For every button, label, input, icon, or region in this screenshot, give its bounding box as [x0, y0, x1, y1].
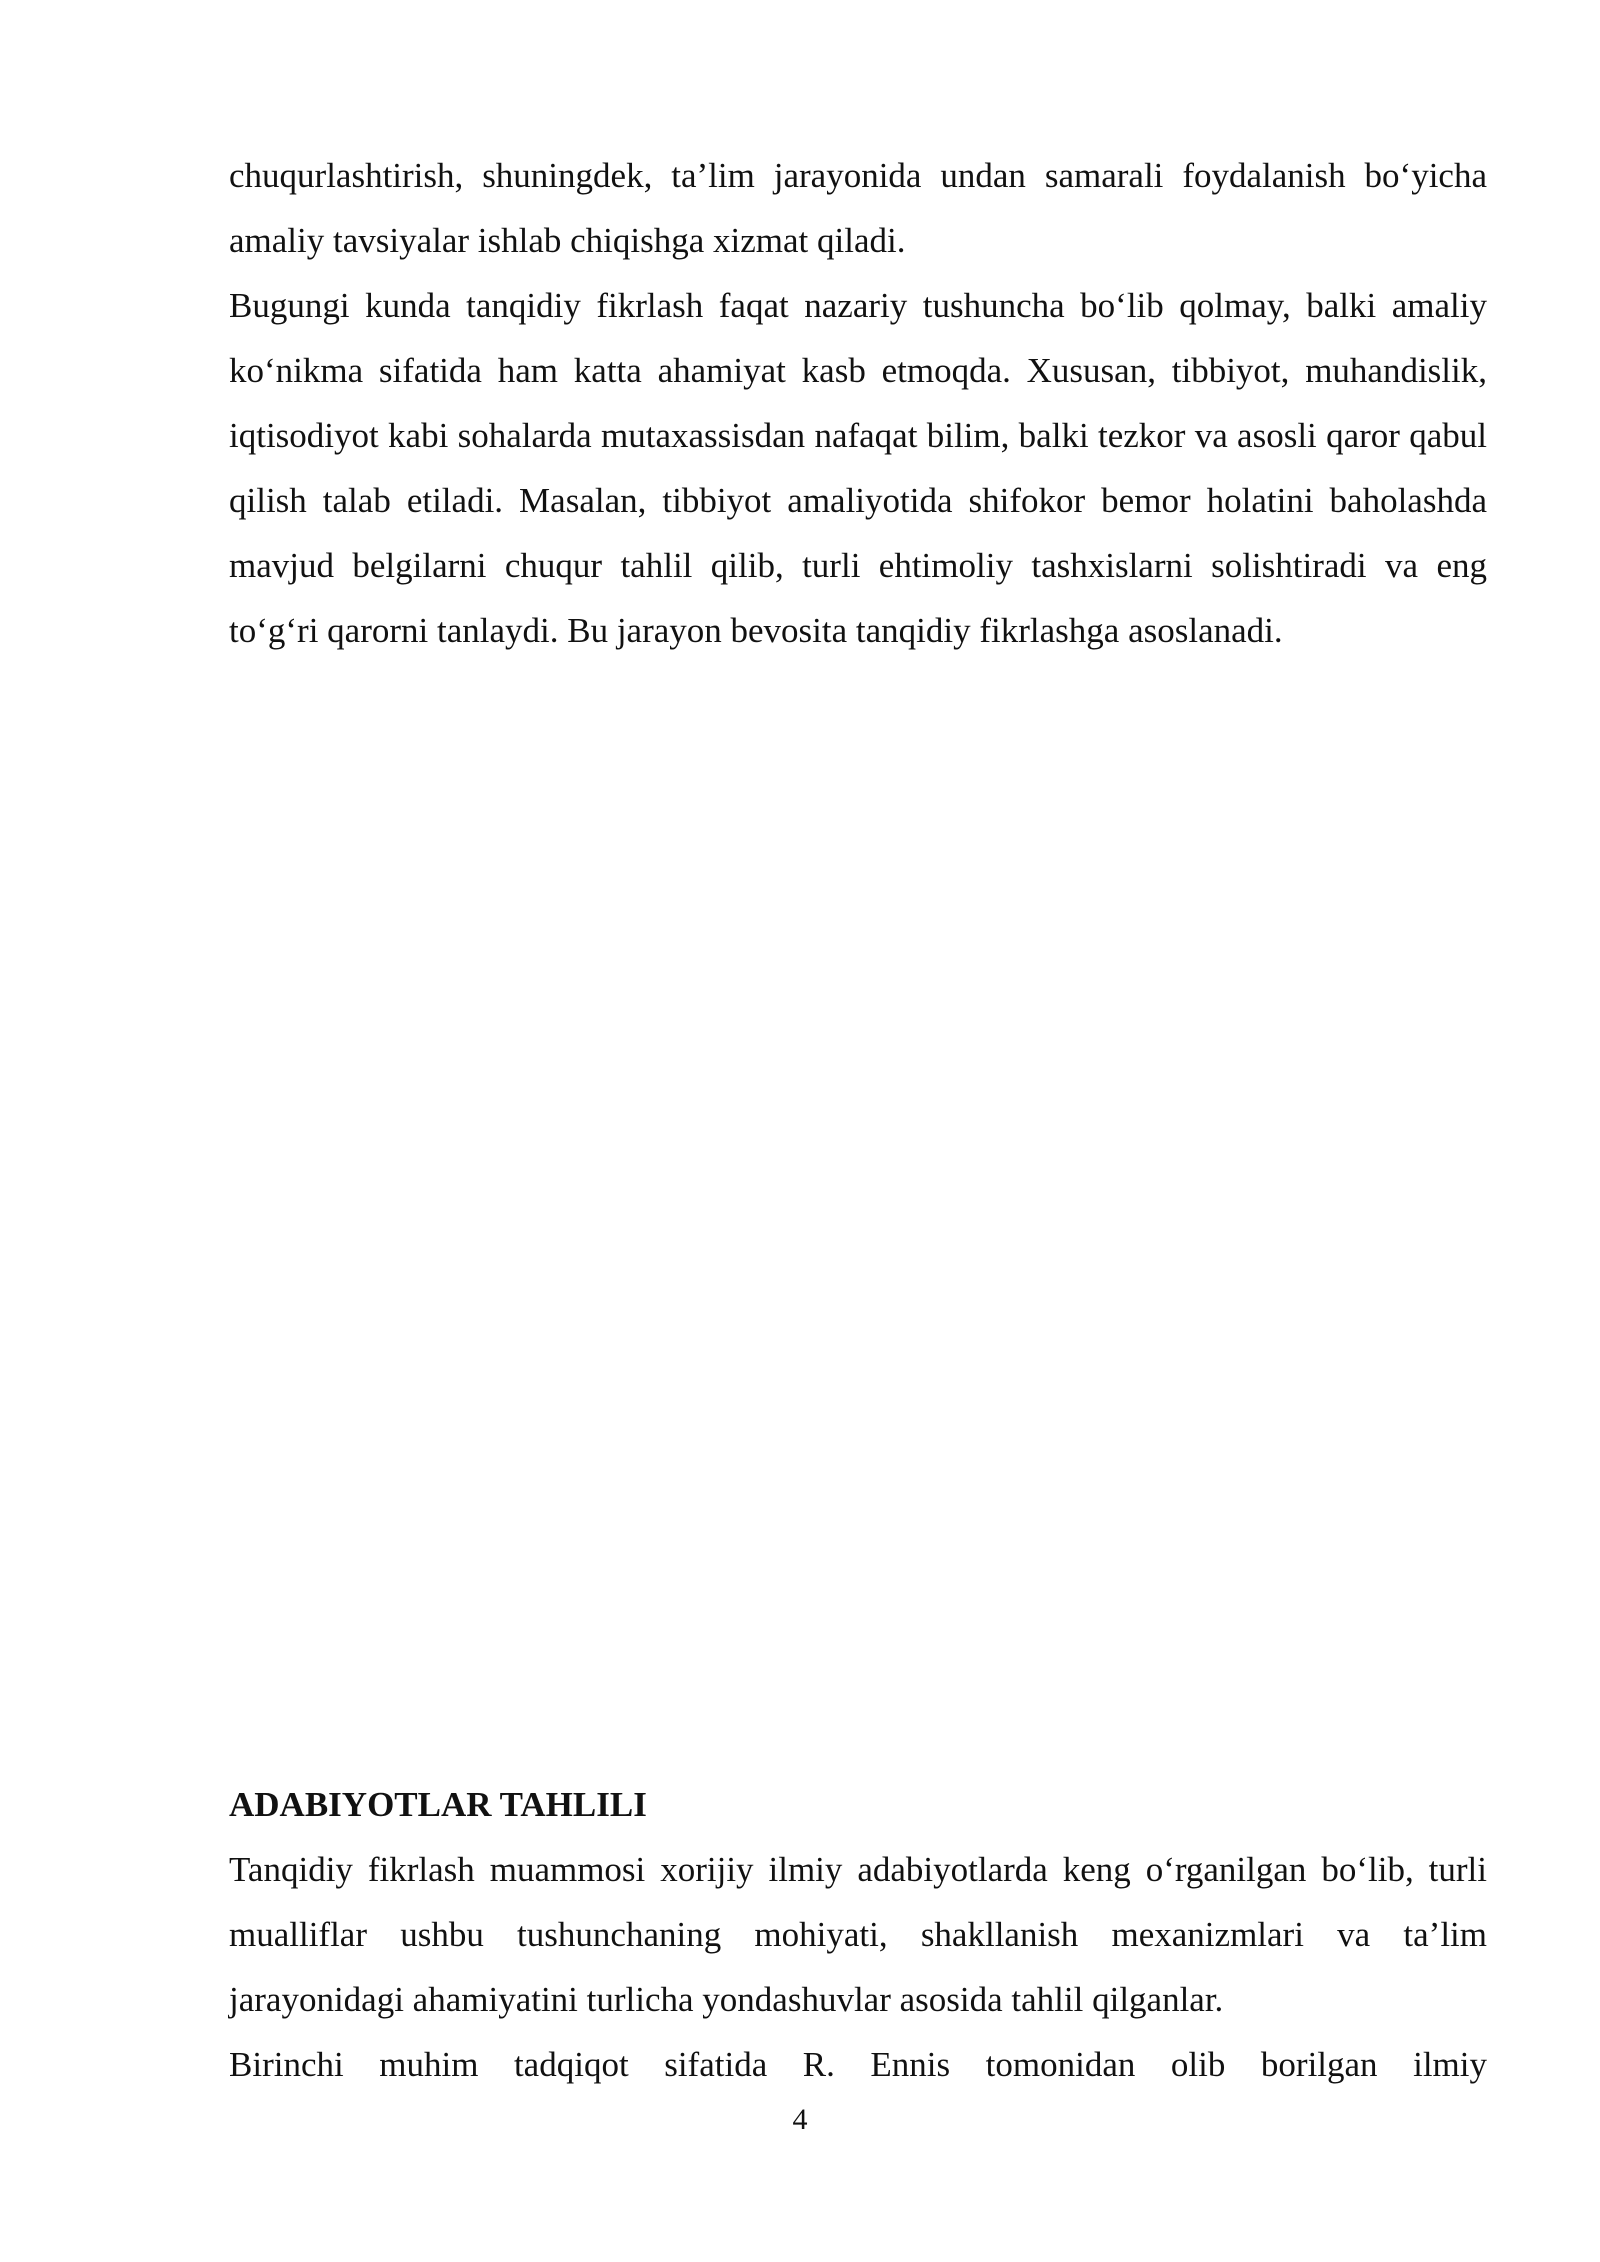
page-number: 4	[792, 2103, 808, 2136]
body-text-top	[229, 143, 1487, 663]
body-text-bottom	[229, 1772, 1487, 2097]
paragraph: Tanqidiy fikrlash muammosi xorijiy ilmiy adabiyotlarda keng o‘rganilgan bo‘lib, turli mualliflar ushbu tushunchaning mohiyati, shakllanish mexanizmlari va ta’lim jarayonidagi ahamiyatini turlicha yondashuvlar asosida tahlil qilganlar.	[229, 1850, 1487, 2019]
paragraph-last: Birinchi muhim tadqiqot sifatida R. Ennis tomonidan olib borilgan ilmiy	[229, 2045, 1487, 2084]
section-heading: ADABIYOTLAR TAHLILI	[229, 1785, 647, 1824]
paragraph: Bugungi kunda tanqidiy fikrlash faqat nazariy tushuncha bo‘lib qolmay, balki amaliy ko‘nikma sifatida ham katta ahamiyat kasb etmoqda. Xususan, tibbiyot, muhandislik, iqtisodiyot kabi sohalarda mutaxassisdan nafaqat bilim, balki tezkor va asosli qaror qabul qilish talab etiladi. Masalan, tibbiyot amaliyotida shifokor bemor holatini baholashda mavjud belgilarni chuqur tahlil qilib, turli ehtimoliy tashxislarni solishtiradi va eng to‘g‘ri qarorni tanlaydi. Bu jarayon bevosita tanqidiy fikrlashga asoslanadi.	[229, 286, 1487, 650]
paragraph: chuqurlashtirish, shuningdek, ta’lim jarayonida undan samarali foydalanish bo‘yicha amaliy tavsiyalar ishlab chiqishga xizmat qiladi.	[229, 156, 1487, 260]
